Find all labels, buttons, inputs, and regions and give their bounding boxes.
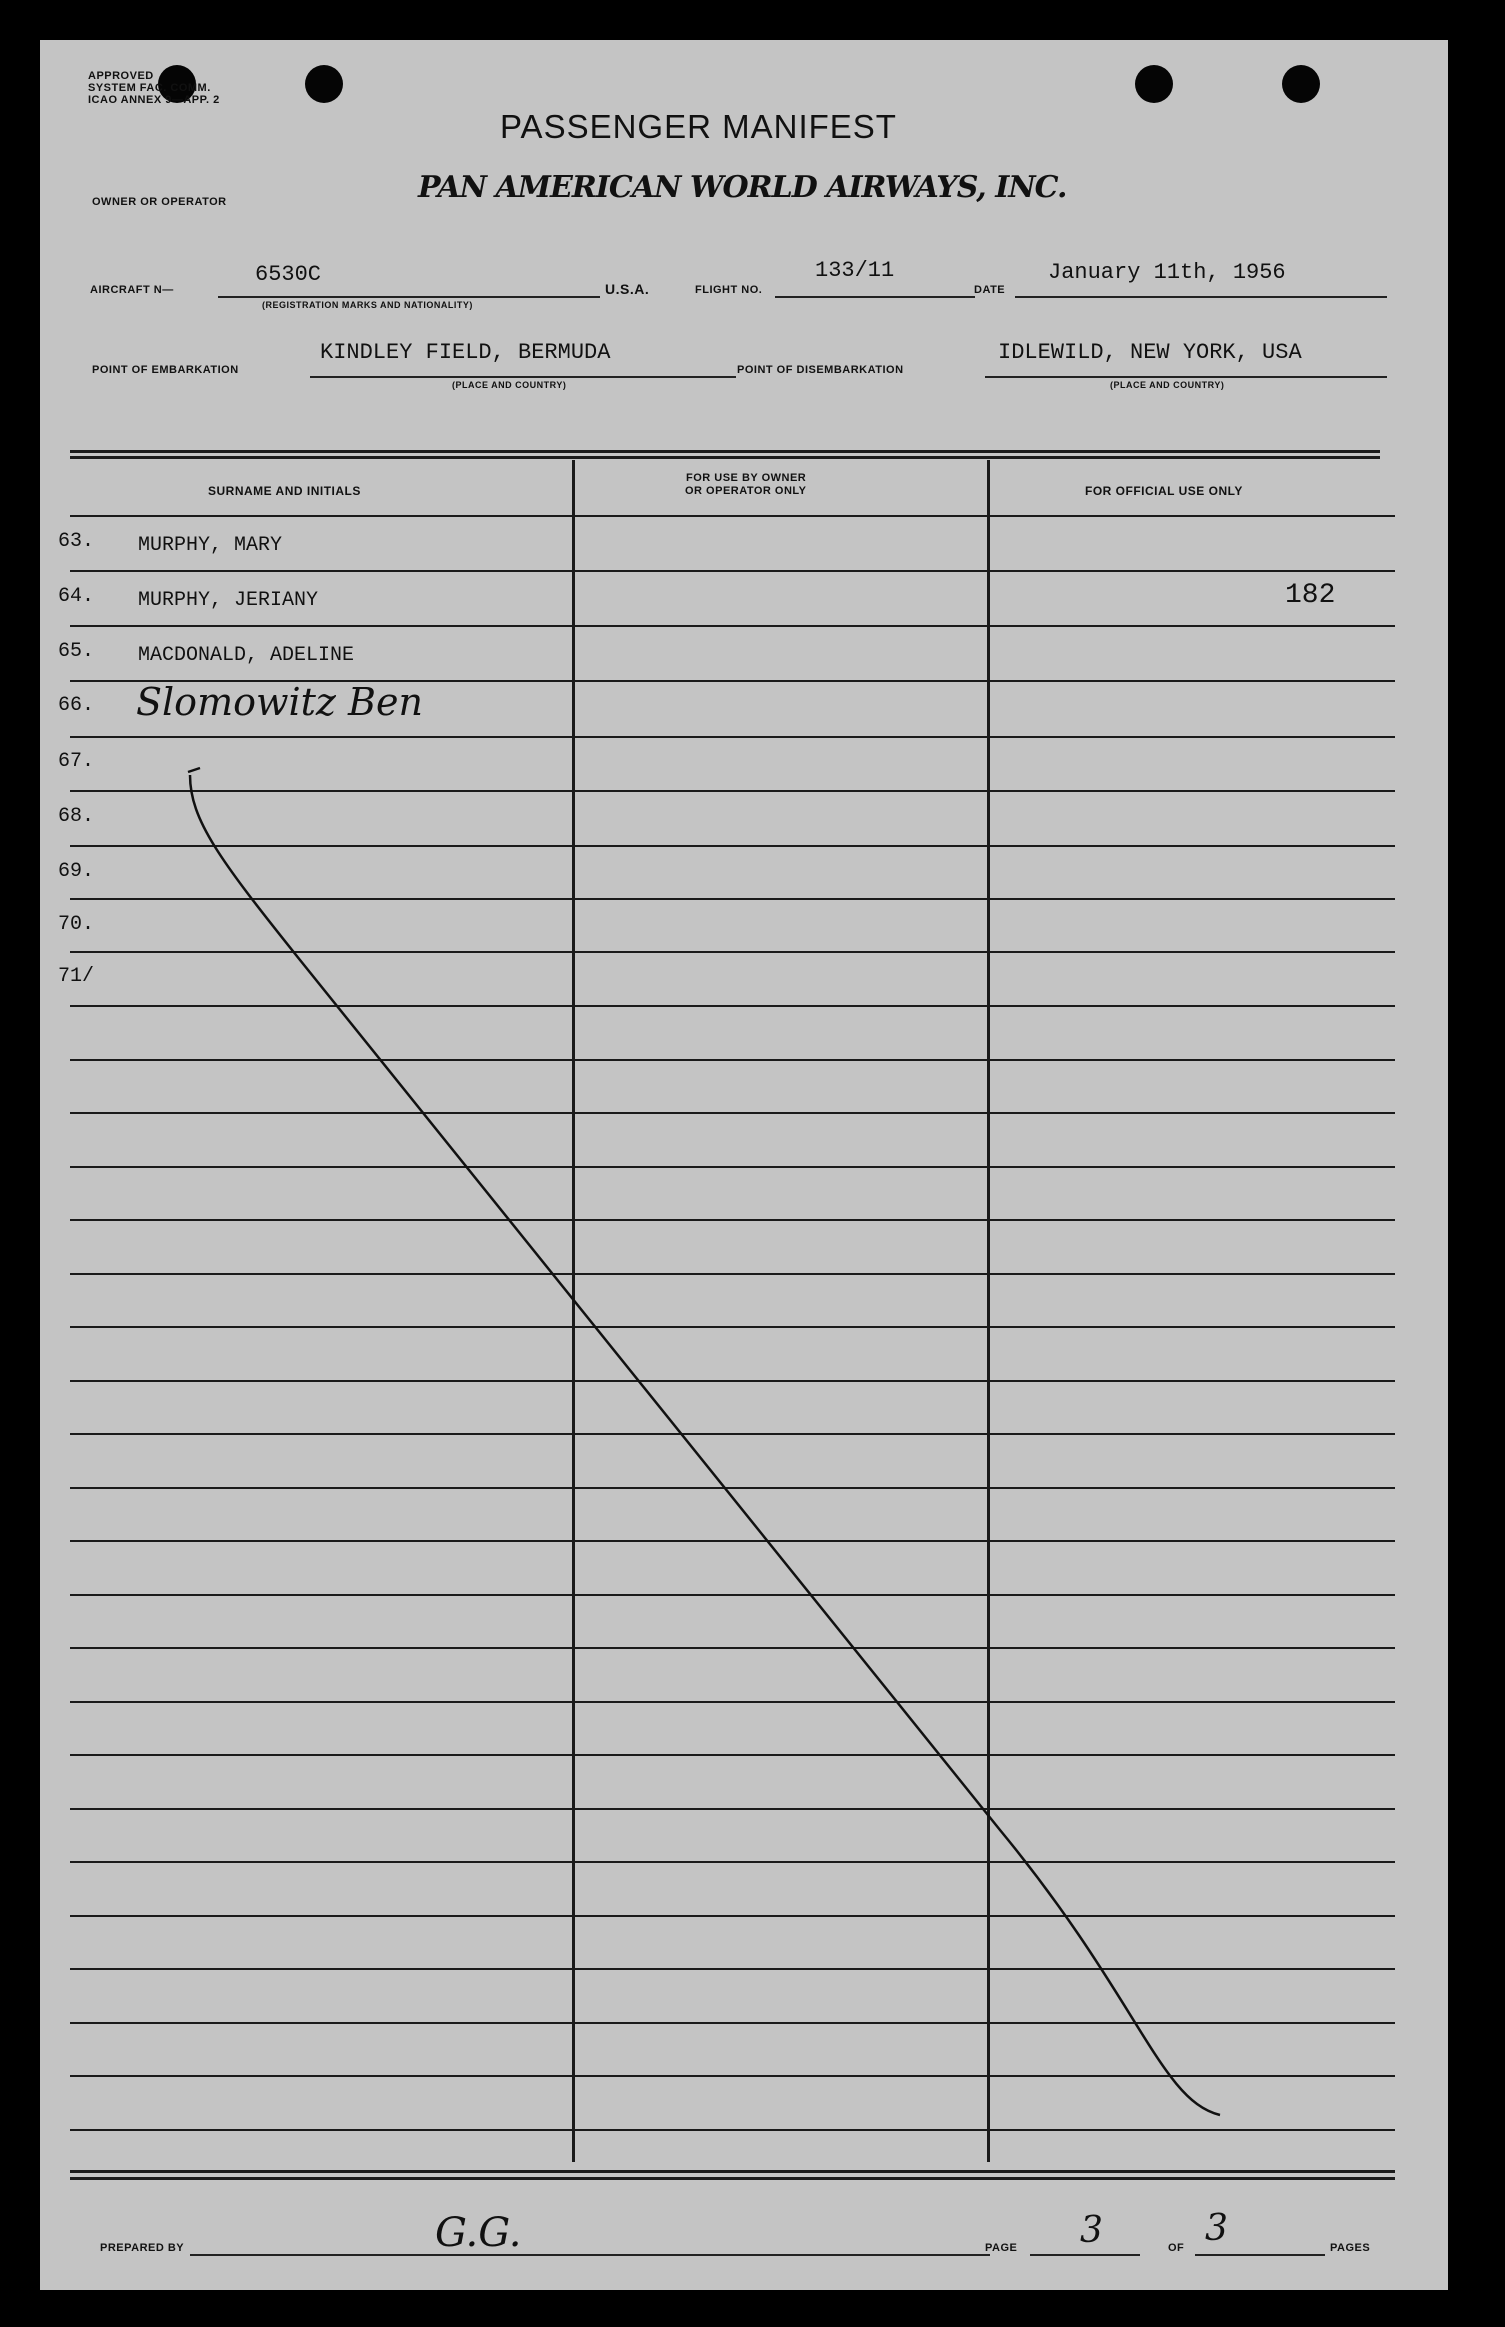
aircraft-label: AIRCRAFT N—	[90, 284, 174, 296]
disembark-value: IDLEWILD, NEW YORK, USA	[998, 340, 1302, 365]
official-value: 182	[1285, 580, 1336, 611]
column-header-owner-2: OR OPERATOR ONLY	[685, 485, 807, 497]
prepared-label: PREPARED BY	[100, 2242, 185, 2254]
row-number: 67.	[58, 750, 95, 773]
of-label: OF	[1168, 2242, 1185, 2254]
column-header-surname: SURNAME AND INITIALS	[208, 484, 361, 498]
approval-line: ICAO ANNEX 9—APP. 2	[88, 94, 220, 106]
embark-label: POINT OF EMBARKATION	[92, 364, 239, 376]
disembark-label: POINT OF DISEMBARKATION	[737, 364, 904, 376]
row-number: 71/	[58, 965, 95, 988]
manifest-sheet	[40, 40, 1448, 2290]
registration-caption: (REGISTRATION MARKS AND NATIONALITY)	[262, 300, 473, 310]
prepared-value: G.G.	[435, 2210, 522, 2256]
row-number: 65.	[58, 640, 95, 663]
page-value: 3	[1080, 2210, 1103, 2251]
place-caption: (PLACE AND COUNTRY)	[1110, 380, 1225, 390]
row-number: 70.	[58, 913, 95, 936]
page-title: PASSENGER MANIFEST	[500, 108, 897, 145]
row-number: 63.	[58, 530, 95, 553]
row-number: 66.	[58, 694, 95, 717]
passenger-name: MURPHY, JERIANY	[138, 589, 319, 612]
passenger-name-handwritten: Slomowitz Ben	[136, 680, 423, 724]
flight-value: 133/11	[815, 258, 895, 283]
of-value: 3	[1205, 2208, 1228, 2249]
column-header-official: FOR OFFICIAL USE ONLY	[1085, 484, 1243, 498]
aircraft-value: 6530C	[255, 262, 322, 287]
flight-label: FLIGHT NO.	[695, 284, 763, 296]
passenger-name: MACDONALD, ADELINE	[138, 644, 355, 667]
row-number: 69.	[58, 860, 95, 883]
row-number: 64.	[58, 585, 95, 608]
usa-label: U.S.A.	[605, 281, 650, 297]
row-number: 68.	[58, 805, 95, 828]
date-label: DATE	[974, 284, 1006, 296]
date-value: January 11th, 1956	[1048, 260, 1286, 285]
cancellation-stroke	[40, 40, 1448, 2290]
owner-label: OWNER OR OPERATOR	[92, 196, 227, 208]
airline-name: PAN AMERICAN WORLD AIRWAYS, INC.	[418, 170, 1067, 205]
approval-line: APPROVED	[88, 70, 154, 82]
embark-value: KINDLEY FIELD, BERMUDA	[320, 340, 611, 365]
approval-line: SYSTEM FAC. COMM.	[88, 82, 211, 94]
passenger-name: MURPHY, MARY	[138, 534, 283, 557]
pages-label: PAGES	[1330, 2242, 1371, 2254]
column-header-owner-1: FOR USE BY OWNER	[686, 472, 807, 484]
page-label: PAGE	[985, 2242, 1018, 2254]
place-caption: (PLACE AND COUNTRY)	[452, 380, 567, 390]
